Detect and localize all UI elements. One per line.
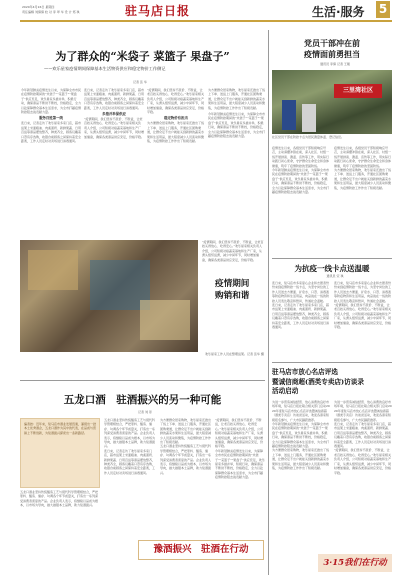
main-sub-heading-1: 服务百姓第一线 [39,116,63,121]
main-col-2-text-b: “疫情期间，我们坚持不涨价、不断货，让老百姓买得放心、吃得安心。”欢乐星家相关负责人介绍，公司积极对接蔬菜基地和生产厂家，从源头组织货源，减少中间环节，同时增加储备，确保各类商品供应充足，价格平稳。 [84,117,144,139]
bottom-col-3 [160,418,212,536]
right-low-col-1-text-c: 为方便群众居家购物，欢乐星家还推出了线上下单、送货上门服务，开通社区团购渠道，让群众足不出户就能买到新鲜的蔬菜水果和生活用品，最大程度减少人员流动和聚集，为疫情防控工作作出了积极贡献。 [272,448,330,471]
photo-banner: 三里湾社区 [334,84,382,98]
right-low-col-2-text-c: “疫情期间，我们坚持不涨价、不断货，让老百姓买得放心、吃得安心。”欢乐星家相关负责人介绍，公司积极对接蔬菜基地和生产厂家，从源头组织货源，减少中间环节，同时增加储备，确保各类商品供应充足，价格平稳。 [334,448,392,475]
right-top-col-1-text: 疫情发生以来，各级党员干部积极响应号召，主动请缨冲锋在前，深入社区、村组一线开展排查、测温、宣传等工作，用实际行动践行初心使命，守护群众生命安全和身体健康，筑牢了疫情防控的坚固防线。 [272,146,330,168]
right-top-col-2-text-b: 为方便群众居家购物，欢乐星家还推出了线上下单、送货上门服务，开通社区团购渠道，让群众足不出户就能买到新鲜的蔬菜水果和生活用品，最大程度减少人员流动和聚集，为疫情防控工作作出了积极贡献。 [334,168,392,190]
main-sub-heading-3: 稳定物价有担当 [164,116,188,121]
right-mid-col-2-text-b: “疫情期间，我们坚持不涨价、不断货，让老百姓买得放心、吃得安心。”欢乐星家相关负责人介绍，公司积极对接蔬菜基地和生产厂家，从源头组织货源，减少中间环节，同时增加储备，确保各类商品供应充足，价格平稳。 [334,303,392,330]
bottom-col-3-text: 为方便群众居家购物，欢乐星家还推出了线上下单、送货上门服务，开通社区团购渠道，让群众足不出户就能买到新鲜的蔬菜水果和生活用品，最大程度减少人员流动和聚集，为疫情防控工作作出了积极贡献。 [160,418,212,445]
right-top-byline: 通讯员 李倩 记者 王刚 [320,62,350,66]
right-mid-col-2 [334,281,392,359]
photo-caption: 欢乐星家工作人员在整理货架。记者 张华 摄 [205,352,264,356]
main-col-2 [84,88,144,238]
bottom-col-1 [20,490,100,570]
section-rule [20,380,265,381]
main-subheadline: ——欢乐星家疫情期间保障基本生活物资供应和稳定物价工作侧记 [44,66,166,71]
main-col-2-text: 连日来，记者走访了欢乐星家多家门店，超市货架上米面粮油、肉禽蛋奶、新鲜果蔬、日用百货等商品摆放整齐，种类齐全，顾客们戴着口罩有序选购，收银台前顾客之间保持着安全距离，工作人员定时对卖场进行消毒通风。 [84,88,144,110]
photo-side-text: “疫情期间，我们坚持不涨价、不断货，让老百姓买得放心、吃得安心。”欢乐星家相关负责人介绍，公司积极对接蔬菜基地和生产厂家，从源头组织货源，减少中间环节，同时增加储备，确保各类商品供应充足，价格平稳。 [202,240,264,262]
right-top-col-1-text-b: 今年新冠肺炎疫情发生以来，为保障全市市民在疫情防控期间的“米袋子”“菜篮子”“果盘子”供应充足，欢乐星家多措并举，积极行动，确保商品不断供不断档，价格稳定，全力以赴保障群众基本生活需求，为全市打赢疫情防控阻击战贡献力量。 [272,168,330,195]
consumer-day-banner: 3·15我们在行动 [318,554,392,572]
main-col-1 [21,88,81,238]
main-byline: 记者 张 华 [133,80,147,84]
right-mid-col-2-text: 连日来，驻马店市多家爱心企业和志愿者纷纷来到疫情防控一线卡点，为坚守岗位的工作人员送去方便面、矿泉水、口罩、消毒液等防疫物资和生活用品，向奋战在一线的防控人员表达敬意和慰问，传递社会温暖。 [334,281,392,303]
bottom-col-4 [215,418,265,536]
right-mid-col-1-text: 连日来，驻马店市多家爱心企业和志愿者纷纷来到疫情防控一线卡点，为坚守岗位的工作人员送去方便面、矿泉水、口罩、消毒液等防疫物资和生活用品，向奋战在一线的防控人员表达敬意和慰问，传递社会温暖。 [272,281,330,303]
bottom-col-3-text-b: 五龙口酒业坚持传统酿造工艺与现代科学管理相结合，严把原料、酿造、储存、勾调各个环节质量关，打造出一系列深受消费者喜爱的产品。企业负责人表示，将继续以品质为根本，以市场为导向，做大做强本土品牌，助力驻酒振兴。 [160,444,212,475]
editor-note-box [20,418,100,488]
right-mid-byline: 通讯员 宋 琪 [326,274,344,278]
main-col-1-text: 今年新冠肺炎疫情发生以来，为保障全市市民在疫情防控期间的“米袋子”“菜篮子”“果盘子”供应充足，欢乐星家多措并举，积极行动，确保商品不断供不断档，价格稳定，全力以赴保障群众基本生活需求，为全市打赢疫情防控阻击战贡献力量。 [21,88,81,115]
supermarket-photo [20,240,198,352]
header-rule [20,20,392,22]
right-low-col-1 [272,400,330,550]
main-headline: 为了群众的“米袋子 菜篮子 果盘子” [55,50,230,63]
pull-quote: 疫情期间 购销和谐 [215,279,250,301]
right-low-col-2-text: 为进一步营造诚信经营、放心消费的良好市场环境，驻马店日报社联合相关部门启动2020年度驻马店市放心名店评选暨诚信商超（酒类专卖店）访谈录活动，欢迎各商家积极报名参与，广大市民踊跃推荐。 [334,400,392,422]
right-top-headline: 党员干部冲在前 疫情面前勇担当 [304,38,360,59]
bottom-headline: 五龙口酒 驻酒振兴的另一种可能 [63,394,222,406]
main-col-4 [208,88,265,238]
right-mid-col-1-text-b: 连日来，记者走访了欢乐星家多家门店，超市货架上米面粮油、肉禽蛋奶、新鲜果蔬、日用百货等商品摆放整齐，种类齐全，顾客们戴着口罩有序选购，收银台前顾客之间保持着安全距离，工作人员定时对卖场进行消毒通风。 [272,303,330,330]
main-col-3-text-b: 为方便群众居家购物，欢乐星家还推出了线上下单、送货上门服务，开通社区团购渠道，让群众足不出户就能买到新鲜的蔬菜水果和生活用品，最大程度减少人员流动和聚集，为疫情防控工作作出了积极贡献。 [147,121,205,144]
bottom-col-2-text-b: 连日来，记者走访了欢乐星家多家门店，超市货架上米面粮油、肉禽蛋奶、新鲜果蔬、日用百货等商品摆放整齐，种类齐全，顾客们戴着口罩有序选购，收银台前顾客之间保持着安全距离，工作人员定时对卖场进行消毒通风。 [104,448,156,475]
column-divider [268,30,269,575]
bottom-col-4-text-b: 今年新冠肺炎疫情发生以来，为保障全市市民在疫情防控期间的“米袋子”“菜篮子”“果盘子”供应充足，欢乐星家多措并举，积极行动，确保商品不断供不断档，价格稳定，全力以赴保障群众基本生活需求，为全市打赢疫情防控阻击战贡献力量。 [215,448,265,480]
main-col-3-text: “疫情期间，我们坚持不涨价、不断货，让老百姓买得放心、吃得安心。”欢乐星家相关负责人介绍，公司积极对接蔬菜基地和生产厂家，从源头组织货源，减少中间环节，同时增加储备，确保各类商品供应充足，价格平稳。 [147,88,205,115]
bottom-col-4-text: “疫情期间，我们坚持不涨价、不断货，让老百姓买得放心、吃得安心。”欢乐星家相关负责人介绍，公司积极对接蔬菜基地和生产厂家，从源头组织货源，减少中间环节，同时增加储备，确保各类商品供应充足，价格平稳。 [215,418,264,449]
main-col-4-text: 为方便群众居家购物，欢乐星家还推出了线上下单、送货上门服务，开通社区团购渠道，让群众足不出户就能买到新鲜的蔬菜水果和生活用品，最大程度减少人员流动和聚集，为疫情防控工作作出了积极贡献。 [208,88,265,110]
right-rule-2 [272,362,392,363]
right-top-col-2 [334,146,392,254]
main-sub-heading-2: 多措并举保供应 [102,112,126,117]
bottom-col-1-text: 五龙口酒业坚持传统酿造工艺与现代科学管理相结合，严把原料、酿造、储存、勾调各个环节质量关，打造出一系列深受消费者喜爱的产品。企业负责人表示，将继续以品质为根本，以市场为导向，做大做强本土品牌，助力驻酒振兴。 [20,490,99,508]
right-top-col-1 [272,146,330,254]
right-low-col-1-text: 为进一步营造诚信经营、放心消费的良好市场环境，驻马店日报社联合相关部门启动2020年度驻马店市放心名店评选暨诚信商超（酒类专卖店）访谈录活动，欢迎各商家积极报名参与，广大市民踊跃推荐。 [272,400,330,422]
right-low-headline: 驻马店市放心名店评选 暨诚信商超(酒类专卖店)访谈录 活动启动 [272,368,364,395]
main-col-1-text-b: 连日来，记者走访了欢乐星家多家门店，超市货架上米面粮油、肉禽蛋奶、新鲜果蔬、日用百货等商品摆放整齐，种类齐全，顾客们戴着口罩有序选购，收银台前顾客之间保持着安全距离，工作人员定时对卖场进行消毒通风。 [21,121,81,144]
right-mid-headline: 为抗疫一线卡点送温暖 [294,264,370,273]
right-low-col-1-text-b: 今年新冠肺炎疫情发生以来，为保障全市市民在疫情防控期间的“米袋子”“菜篮子”“果盘子”供应充足，欢乐星家多措并举，积极行动，确保商品不断供不断档，价格稳定，全力以赴保障群众基本生活需求，为全市打赢疫情防控阻击战贡献力量。 [272,422,330,449]
main-col-3 [147,88,205,238]
right-mid-col-1 [272,281,330,359]
editor-note-text: 编者按：近年来，驻马店市酒业发展迅速，涌现出一批本土优秀酒企，五龙口酒作为其中的代表，在品质与营销上不断创新，为驻酒振兴探索出一条新路径。 [24,422,96,435]
right-top-col-2-text: 疫情发生以来，各级党员干部积极响应号召，主动请缨冲锋在前，深入社区、村组一线开展排查、测温、宣传等工作，用实际行动践行初心使命，守护群众生命安全和身体健康，筑牢了疫情防控的坚固防线。 [334,146,392,168]
section-title: 生活·服务 [312,5,365,19]
editor-line: 责任编辑 刘倩倩 校 对 李 翠 华 设 计 郑 琪 [22,10,80,14]
bottom-col-2-text: 五龙口酒业坚持传统酿造工艺与现代科学管理相结合，严把原料、酿造、储存、勾调各个环节质量关，打造出一系列深受消费者喜爱的产品。企业负责人表示，将继续以品质为根本，以市场为导向，做大做强本土品牌，助力驻酒振兴。 [104,418,156,449]
bottom-col-2 [104,418,156,536]
date-line: 2020年4月16日 星期四 [22,5,55,9]
right-rule-1 [272,258,392,259]
checkpoint-photo [272,70,392,134]
right-low-col-2-text-b: 连日来，记者走访了欢乐星家多家门店，超市货架上米面粮油、肉禽蛋奶、新鲜果蔬、日用百货等商品摆放整齐，种类齐全，顾客们戴着口罩有序选购，收银台前顾客之间保持着安全距离，工作人员定时对卖场进行消毒通风。 [334,422,392,449]
newspaper-logo: 驻马店日报 [125,4,191,18]
right-low-col-2 [334,400,392,550]
right-top-caption: 社区党员干部在防控卡点为居民测量体温、登记信息。 [272,135,345,139]
main-col-4-text-b: 今年新冠肺炎疫情发生以来，为保障全市市民在疫情防控期间的“米袋子”“菜篮子”“果盘子”供应充足，欢乐星家多措并举，积极行动，确保商品不断供不断档，价格稳定，全力以赴保障群众基本生活需求，为全市打赢疫情防控阻击战贡献力量。 [208,112,265,139]
page-number: 5 [376,1,390,18]
liquor-banner: 豫酒振兴 驻酒在行动 [138,540,264,560]
bottom-byline: 记者 刘 彤 [138,410,152,414]
